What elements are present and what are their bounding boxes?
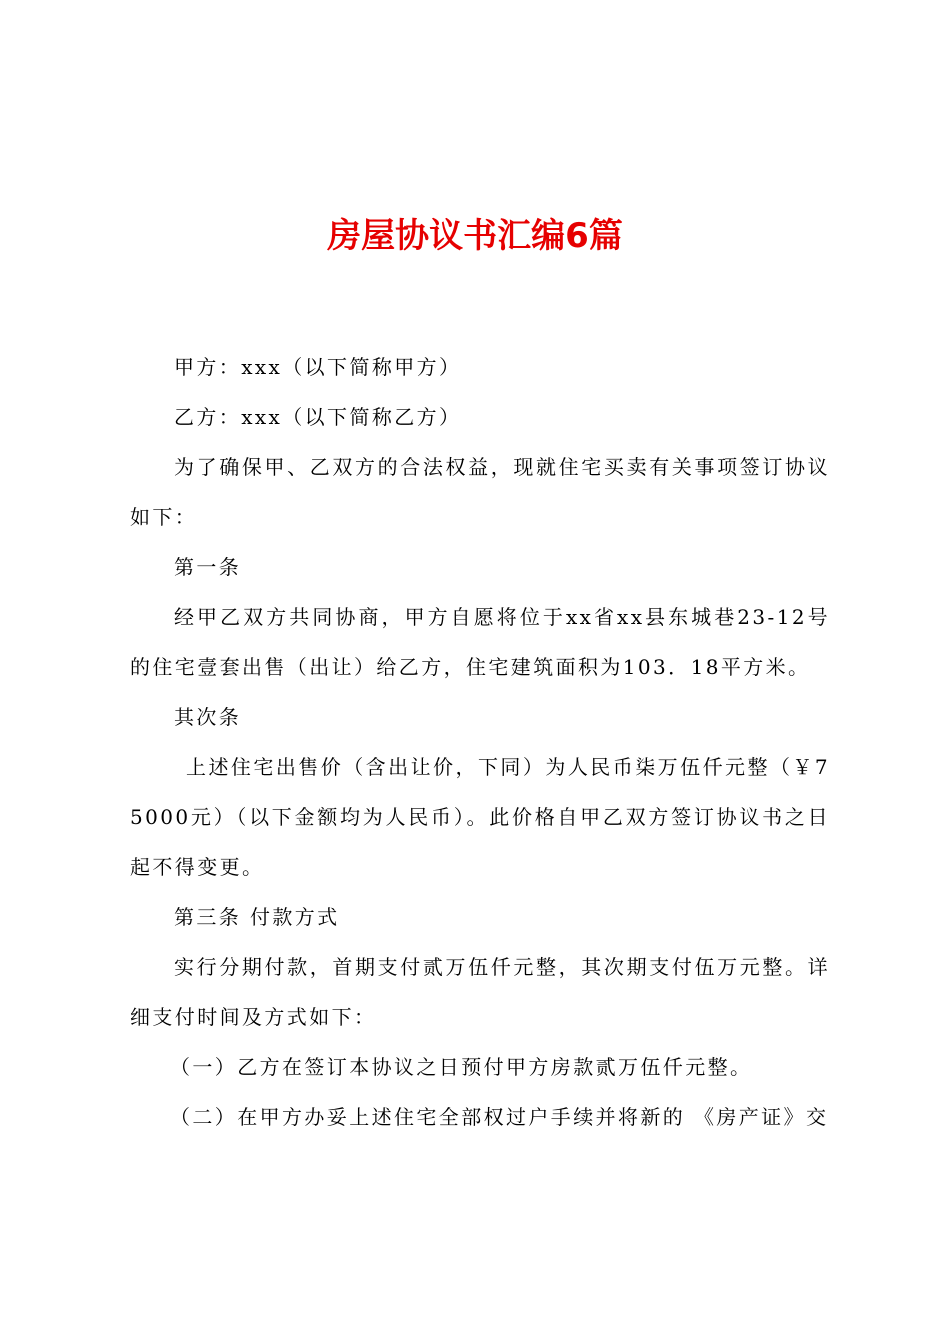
article-2-paragraph: 上述住宅出售价（含出让价，下同）为人民币柒万伍仟元整（￥75000元）（以下金额均为人民币）。此价格自甲乙双方签订协议书之日起不得变更。 (130, 755, 830, 879)
article-1-heading: 第一条 (174, 555, 242, 579)
document-title: 房屋协议书汇编6篇 (327, 216, 623, 256)
article-3-paragraph: 实行分期付款，首期支付贰万伍仟元整，其次期支付伍万元整。详细支付时间及方式如下： (130, 955, 830, 1029)
article-1-paragraph: 经甲乙双方共同协商，甲方自愿将位于xx省xx县东城巷23-12号的住宅壹套出售（出让）给乙方，住宅建筑面积为103．18平方米。 (130, 605, 830, 679)
payment-item-1: （一）乙方在签订本协议之日预付甲方房款贰万伍仟元整。 (170, 1055, 753, 1079)
payment-item-2: （二）在甲方办妥上述住宅全部权过户手续并将新的 《房产证》交 (170, 1105, 829, 1129)
party-b-line: 乙方：xxx（以下简称乙方） (174, 405, 462, 429)
preamble-paragraph: 为了确保甲、乙双方的合法权益，现就住宅买卖有关事项签订协议如下： (130, 455, 830, 529)
article-3-heading: 第三条 付款方式 (174, 905, 340, 929)
party-a-line: 甲方：xxx（以下简称甲方） (174, 355, 462, 379)
article-2-heading: 其次条 (174, 705, 242, 729)
document-body (130, 342, 830, 1142)
